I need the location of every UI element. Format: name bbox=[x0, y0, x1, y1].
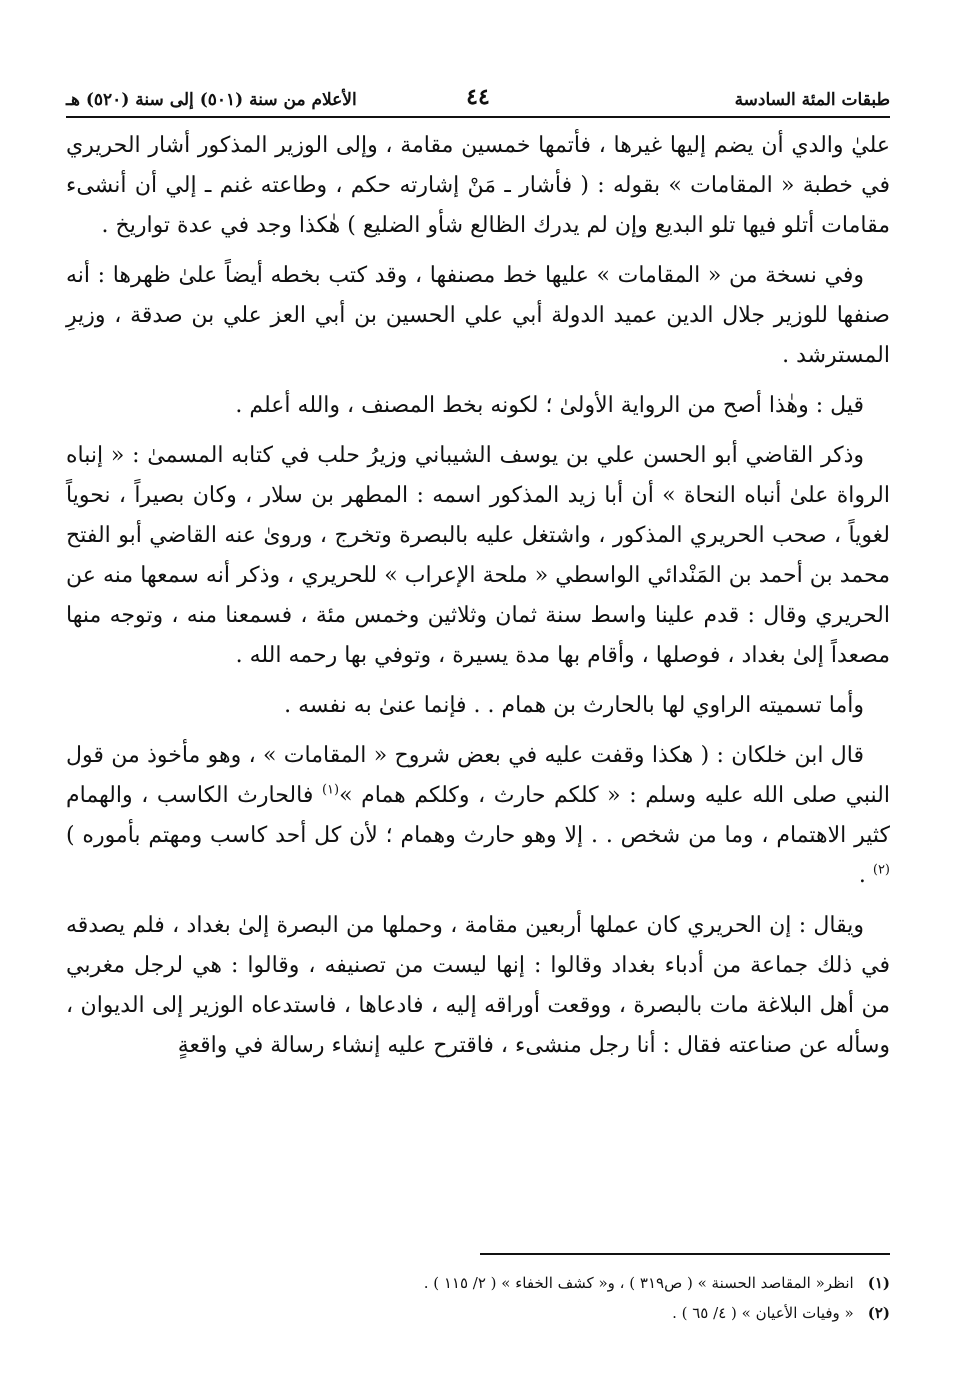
footnote bbox=[66, 1268, 890, 1298]
body-text bbox=[66, 126, 890, 1076]
paragraph-text: فالحارث الكاسب ، والهمام كثير الاهتمام ، وما من شخص . . إلا وهو حارث وهمام ؛ لأن كل أحد كاسب ومهتم بأموره ) bbox=[66, 783, 890, 848]
footnote-number: (٢) bbox=[867, 1304, 890, 1322]
chapter-title: الأعلام من سنة (٥٠١) إلى سنة (٥٢٠) هـ bbox=[66, 90, 357, 110]
page-number: ٤٤ bbox=[466, 84, 490, 110]
footnote bbox=[66, 1298, 890, 1328]
paragraph: قيل : وهٰذا أصح من الرواية الأولىٰ ؛ لكونه بخط المصنف ، والله أعلم . bbox=[235, 393, 864, 418]
footnotes bbox=[66, 1268, 890, 1328]
footnote-rule bbox=[480, 1253, 890, 1255]
footnote-number: (١) bbox=[867, 1274, 890, 1292]
footnote-text: « وفيات الأعيان » ( ٤/ ٦٥ ) . bbox=[672, 1304, 854, 1322]
paragraph: ويقال : إن الحريري كان عملها أربعين مقامة ، وحملها من البصرة إلىٰ بغداد ، فلم يصدقه في ذلك جماعة من أدباء بغداد وقالوا : إنها ليست من تصنيفه ، وقالوا : هي لرجل مغربي من أهل البلاغة مات بالبصرة ، ووقعت أوراقه إليه ، فادعاها ، فاستدعاه الوزير إلى الديوان ، وسأله عن صناعته فقال : أنا رجل منشىء ، فاقترح عليه إنشاء رسالة في واقعةٍ bbox=[66, 913, 890, 1058]
footnote-ref[interactable]: (٢) bbox=[872, 862, 890, 878]
paragraph: وفي نسخة من « المقامات » عليها خط مصنفها ، وقد كتب بخطه أيضاً علىٰ ظهرها : أنه صنفها للوزير جلال الدين عميد الدولة أبي علي الحسين بن أبي العز علي بن صدقة ، وزيرِ المسترشد . bbox=[66, 263, 890, 368]
paragraph: وأما تسميته الراوي لها بالحارث بن همام . . فإنما عنىٰ به نفسه . bbox=[284, 693, 864, 718]
footnote-ref[interactable]: (١) bbox=[321, 782, 340, 798]
paragraph-text: . bbox=[858, 863, 873, 888]
paragraph-text: قال ابن خلكان : ( هكذا وقفت عليه في بعض شروح « المقامات » ، وهو مأخوذ من قول النبي صلى الله عليه وسلم : « كلكم حارث ، وكلكم همام » bbox=[66, 743, 890, 808]
header-rule bbox=[66, 116, 890, 118]
paragraph: وذكر القاضي أبو الحسن علي بن يوسف الشيباني وزيرُ حلب في كتابه المسمىٰ : « إنباه الرواة علىٰ أنباه النحاة » أن أبا زيد المذكور اسمه : المطهر بن سلار ، وكان بصيراً ، نحوياً لغوياً ، صحب الحريري المذكور ، واشتغل عليه بالبصرة وتخرج ، وروىٰ عنه القاضي أبو الفتح محمد بن أحمد بن المَنْدائي الواسطي « ملحة الإعراب » للحريري ، وذكر أنه سمعها منه عن الحريري وقال : قدم علينا واسط سنة ثمان وثلاثين وخمس مئة ، فسمعنا منه ، وتوجه منها مصعداً إلىٰ بغداد ، فوصلها ، وأقام بها مدة يسيرة ، وتوفي بها رحمه الله . bbox=[66, 443, 890, 668]
footnote-text: انظر« المقاصد الحسنة » ( ص٣١٩ ) ، و« كشف الخفاء » ( ٢/ ١١٥ ) . bbox=[423, 1274, 854, 1292]
running-header bbox=[66, 76, 890, 110]
paragraph-with-refs bbox=[66, 736, 890, 896]
section-title: طبقات المئة السادسة bbox=[734, 90, 890, 110]
paragraph: عليٰ والدي أن يضم إليها غيرها ، فأتمها خمسين مقامة ، وإلى الوزير المذكور أشار الحريري في خطبة « المقامات » بقوله : ( فأشار ـ مَنْ إشارته حكم ، وطاعته غنم ـ إلي أن أنشىء مقامات أتلو فيها تلو البديع وإن لم يدرك الظالع شأو الضليع ) هٰكذا وجد في عدة تواريخ . bbox=[66, 133, 890, 238]
